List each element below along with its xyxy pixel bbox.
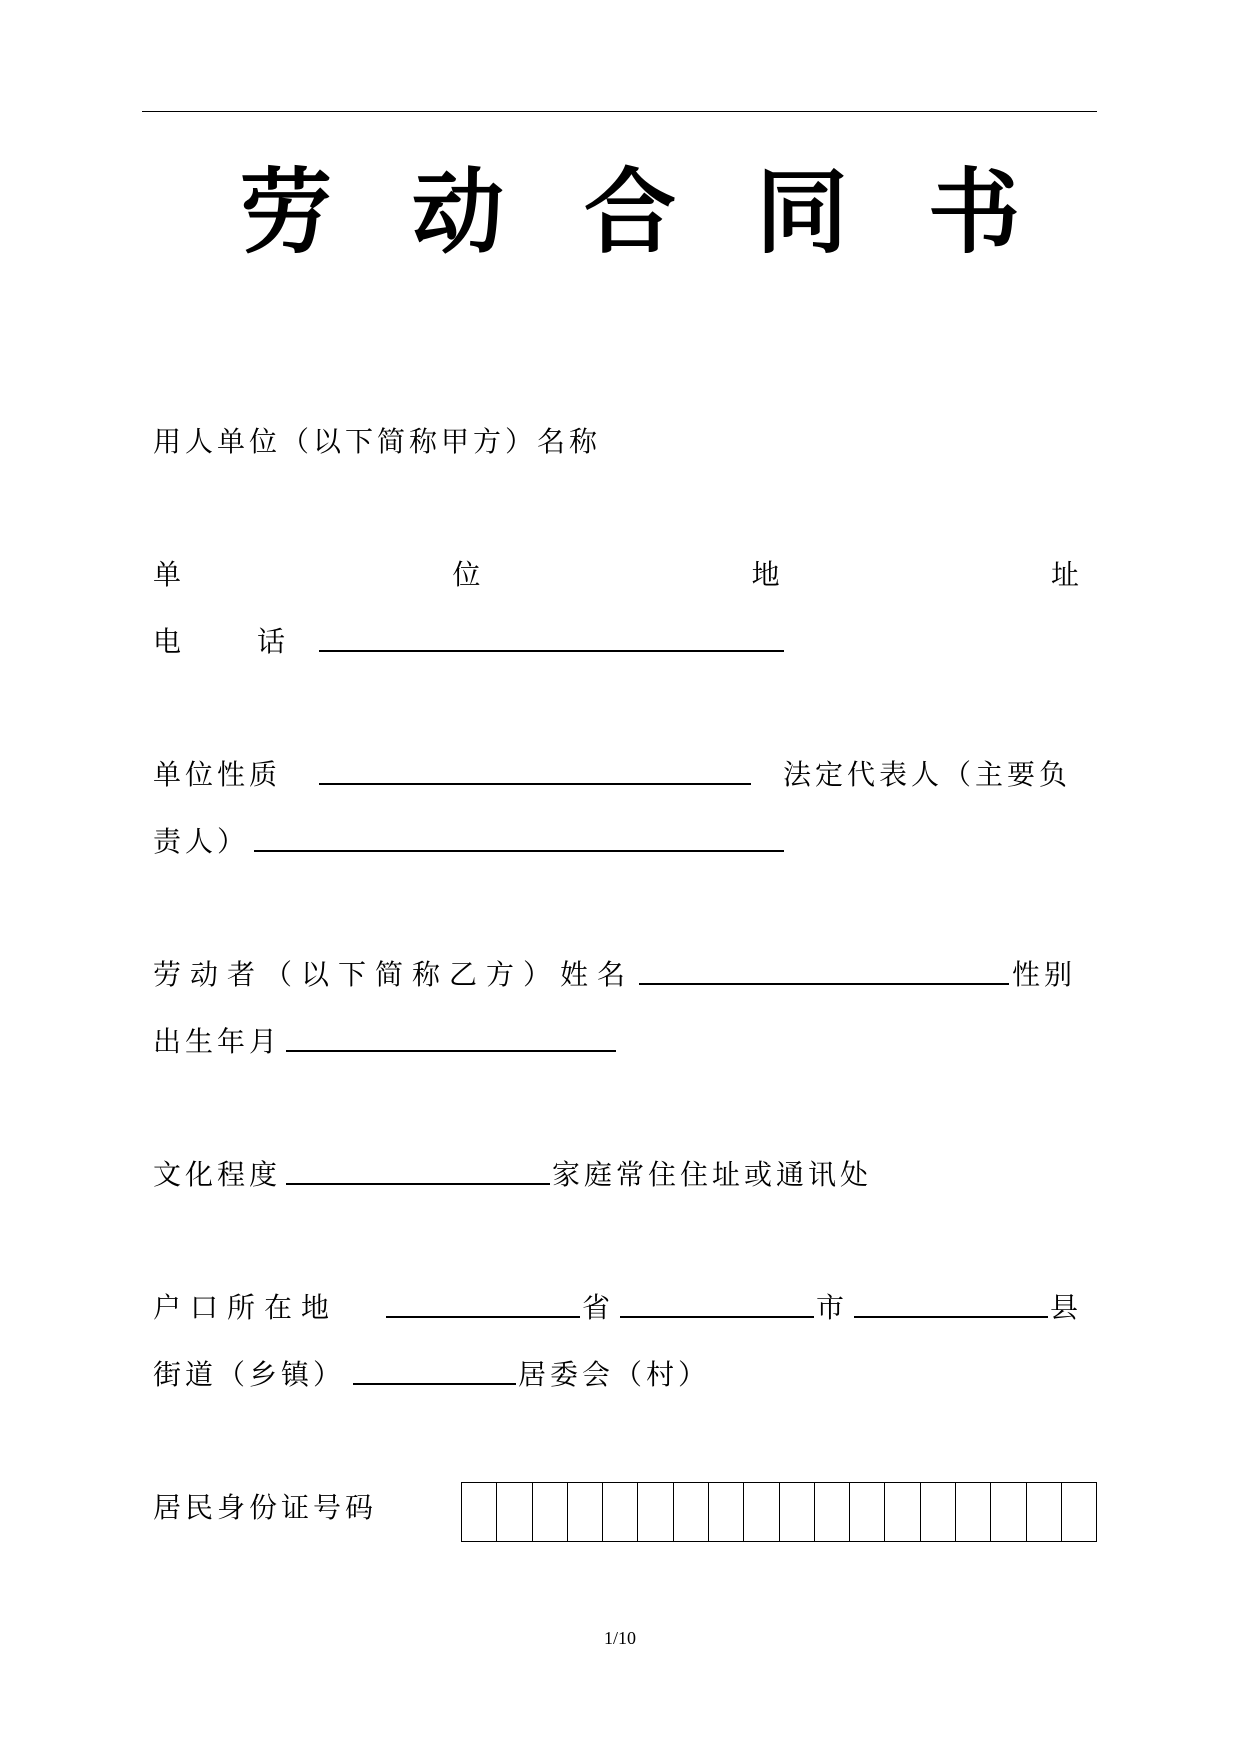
id-digit-cell[interactable] bbox=[674, 1483, 709, 1541]
id-digit-cell[interactable] bbox=[568, 1483, 603, 1541]
county-field[interactable] bbox=[854, 1316, 1048, 1318]
id-digit-cell[interactable] bbox=[780, 1483, 815, 1541]
id-digit-cell[interactable] bbox=[885, 1483, 920, 1541]
id-digit-cell[interactable] bbox=[744, 1483, 779, 1541]
city-label: 市 bbox=[816, 1291, 845, 1324]
unit-nature-label: 单位性质 bbox=[153, 758, 282, 791]
id-number-label: 居民身份证号码 bbox=[153, 1491, 378, 1524]
phone-field[interactable] bbox=[319, 650, 784, 652]
title-char: 书 bbox=[927, 159, 1020, 266]
education-field[interactable] bbox=[286, 1183, 550, 1185]
street-field[interactable] bbox=[353, 1383, 516, 1385]
legal-rep-field[interactable] bbox=[254, 850, 784, 852]
birth-date-label: 出生年月 bbox=[153, 1025, 282, 1058]
address-char: 地 bbox=[751, 558, 780, 591]
id-digit-cell[interactable] bbox=[709, 1483, 744, 1541]
employer-name-label: 用人单位（以下简称甲方）名称 bbox=[153, 425, 602, 458]
id-digit-cell[interactable] bbox=[1062, 1483, 1096, 1541]
title-char: 同 bbox=[755, 159, 848, 266]
employee-name-label: 劳动者（以下简称乙方）姓名 bbox=[153, 958, 635, 991]
city-field[interactable] bbox=[620, 1316, 814, 1318]
phone-char: 话 bbox=[256, 625, 285, 658]
id-digit-cell[interactable] bbox=[638, 1483, 673, 1541]
header-rule bbox=[142, 111, 1097, 112]
id-digit-cell[interactable] bbox=[956, 1483, 991, 1541]
legal-rep-label: 法定代表人（主要负 bbox=[783, 758, 1072, 791]
street-label: 街道（乡镇） bbox=[153, 1358, 346, 1391]
title-char: 劳 bbox=[240, 159, 333, 266]
page-number: 1/10 bbox=[603, 1628, 636, 1648]
phone-label bbox=[153, 622, 285, 662]
id-digit-cell[interactable] bbox=[533, 1483, 568, 1541]
id-digit-cell[interactable] bbox=[850, 1483, 885, 1541]
province-field[interactable] bbox=[386, 1316, 580, 1318]
id-digit-cell[interactable] bbox=[497, 1483, 532, 1541]
county-label: 县 bbox=[1050, 1291, 1079, 1324]
legal-rep-label-cont: 责人） bbox=[153, 825, 250, 858]
hukou-label: 户口所在地 bbox=[153, 1291, 339, 1324]
page-title bbox=[240, 158, 1020, 268]
phone-char: 电 bbox=[153, 625, 182, 658]
education-label: 文化程度 bbox=[153, 1158, 282, 1191]
birth-date-field[interactable] bbox=[286, 1050, 616, 1052]
village-label: 居委会（村） bbox=[518, 1358, 711, 1391]
title-char: 动 bbox=[411, 159, 504, 266]
gender-label: 性别 bbox=[1012, 958, 1077, 991]
id-digit-cell[interactable] bbox=[603, 1483, 638, 1541]
unit-nature-field[interactable] bbox=[319, 783, 751, 785]
title-char: 合 bbox=[583, 159, 676, 266]
id-digit-cell[interactable] bbox=[462, 1483, 497, 1541]
id-digit-cell[interactable] bbox=[921, 1483, 956, 1541]
employee-name-field[interactable] bbox=[639, 983, 1009, 985]
province-label: 省 bbox=[582, 1291, 611, 1324]
id-digit-cell[interactable] bbox=[815, 1483, 850, 1541]
id-digit-cell[interactable] bbox=[1027, 1483, 1062, 1541]
home-address-label: 家庭常住住址或通讯处 bbox=[552, 1158, 873, 1191]
address-char: 址 bbox=[1050, 558, 1079, 591]
employer-address-label bbox=[153, 555, 1079, 595]
id-number-field[interactable] bbox=[461, 1482, 1097, 1542]
id-digit-cell[interactable] bbox=[991, 1483, 1026, 1541]
address-char: 单 bbox=[153, 558, 182, 591]
address-char: 位 bbox=[452, 558, 481, 591]
